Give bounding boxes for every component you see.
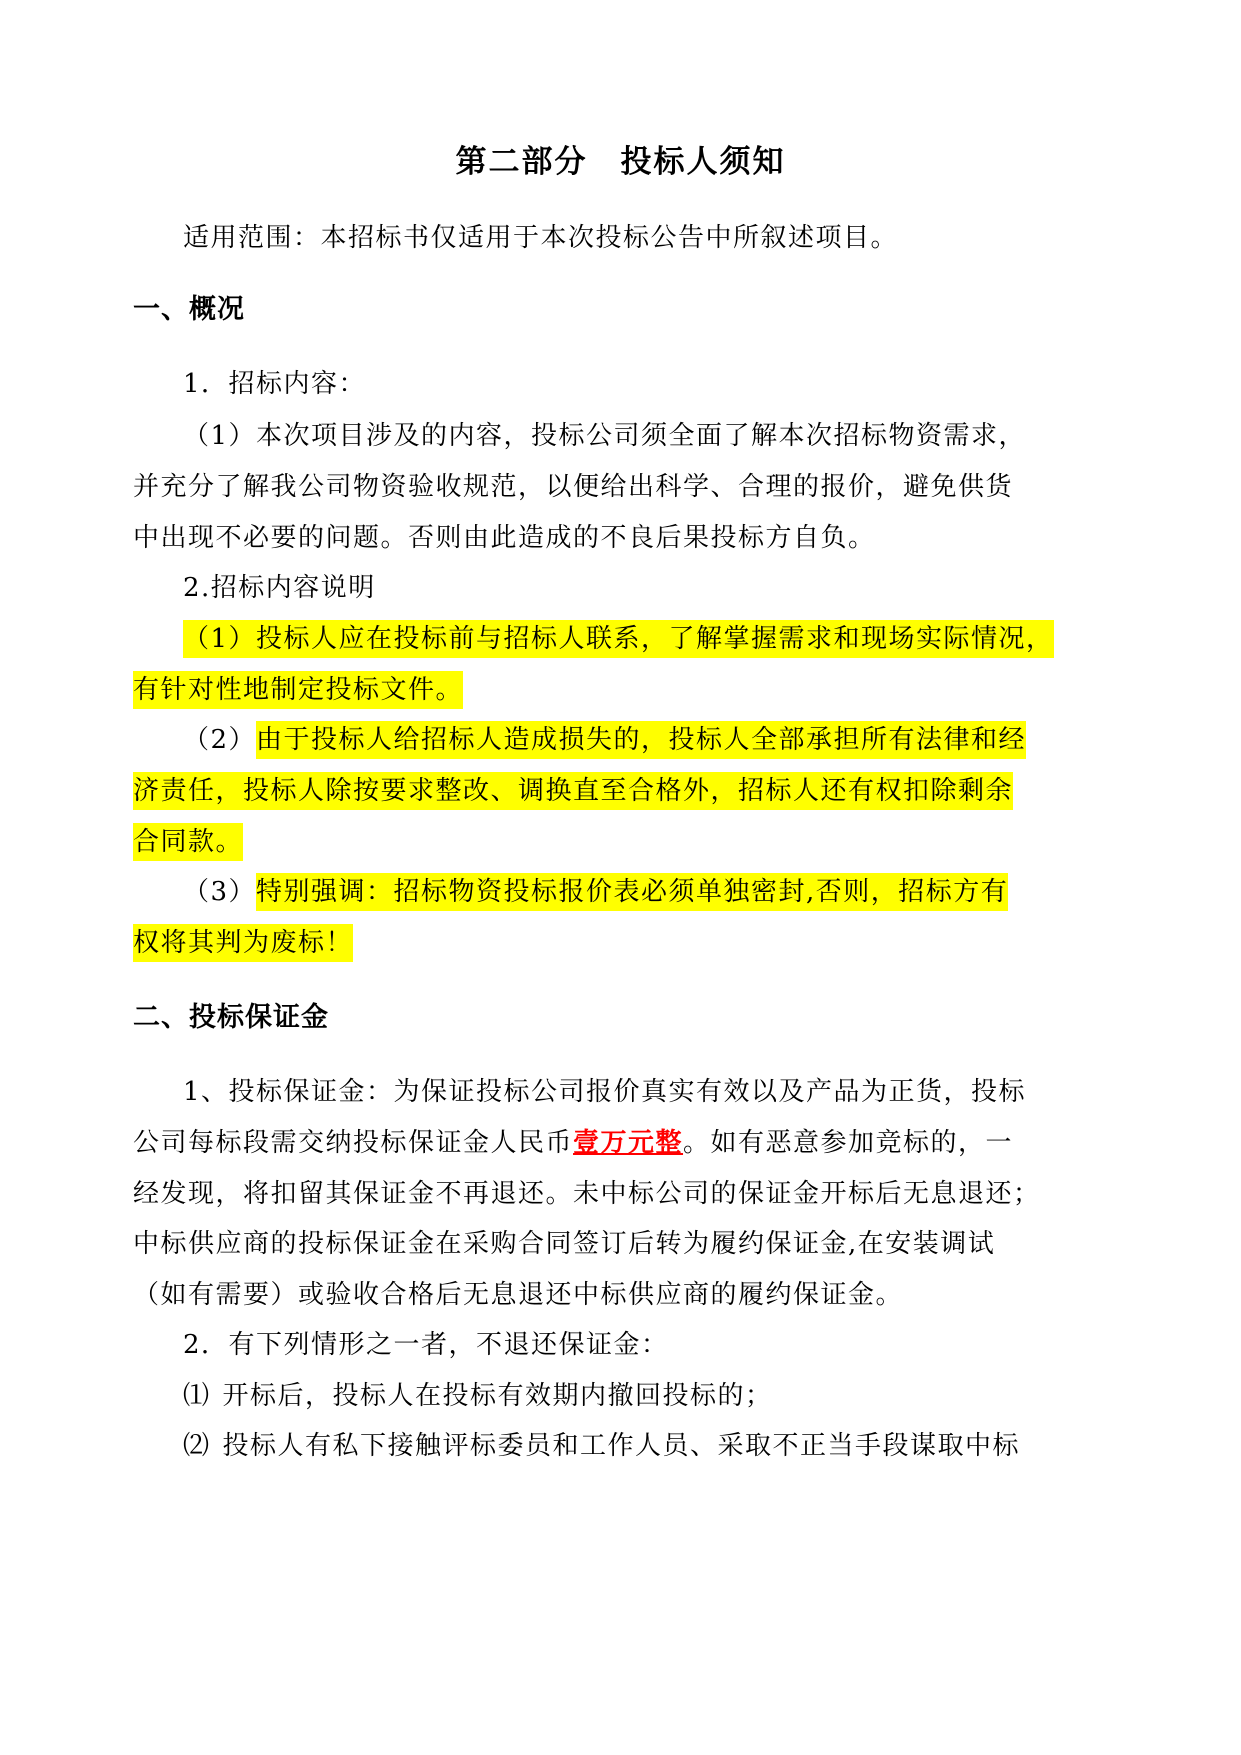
- note-2-line-2: [133, 773, 1013, 809]
- deposit-text: 公司每标段需交纳投标保证金人民币: [133, 1128, 574, 1158]
- deposit-paragraph-line-2: [133, 1125, 1013, 1161]
- highlight: 由于投标人给招标人造成损失的，投标人全部承担所有法律和经: [256, 721, 1026, 759]
- page-title: 第二部分 投标人须知: [455, 144, 786, 180]
- highlight: 合同款。: [133, 823, 243, 861]
- note-3-number: （3）: [183, 877, 257, 907]
- list-item: [183, 1428, 1020, 1464]
- highlight: 特别强调：招标物资投标报价表必须单独密封,否则，招标方有: [256, 873, 1008, 911]
- note-1-line-1: [183, 621, 1054, 657]
- highlight: 权将其判为废标！: [133, 924, 353, 962]
- scope-statement: 适用范围：本招标书仅适用于本次投标公告中所叙述项目。: [183, 223, 899, 253]
- highlight: 有针对性地制定投标文件。: [133, 671, 463, 709]
- note-3-line-2: [133, 925, 353, 961]
- note-2-line-3: [133, 824, 243, 860]
- note-2-line-1: [183, 722, 1026, 758]
- item-1-title: 1．招标内容：: [183, 369, 367, 399]
- item-1-paragraph-line-3: 中出现不必要的问题。否则由此造成的不良后果投标方自负。: [133, 523, 876, 553]
- list-text: 投标人有私下接触评标委员和工作人员、采取不正当手段谋取中标: [222, 1431, 1021, 1461]
- item-1-paragraph-line-1: （1）本次项目涉及的内容，投标公司须全面了解本次招标物资需求，: [183, 421, 1027, 451]
- list-item: [183, 1378, 773, 1414]
- section-2-heading: 二、投标保证金: [133, 1002, 329, 1033]
- highlight: 济责任，投标人除按要求整改、调换直至合格外，招标人还有权扣除剩余: [133, 772, 1013, 810]
- list-text: 开标后，投标人在投标有效期内撤回投标的；: [222, 1381, 773, 1411]
- deposit-paragraph-line-1: 1、投标保证金：为保证投标公司报价真实有效以及产品为正货，投标: [183, 1077, 1027, 1107]
- deposit-paragraph-line-4: 中标供应商的投标保证金在采购合同签订后转为履约保证金,在安装调试: [133, 1229, 996, 1259]
- deposit-amount: 壹万元整: [573, 1128, 684, 1158]
- item-2-title: 2.招标内容说明: [183, 573, 376, 603]
- list-number: ⑴: [183, 1381, 211, 1411]
- note-1-line-2: [133, 672, 463, 708]
- list-number: ⑵: [183, 1431, 211, 1461]
- note-3-line-1: [183, 874, 1008, 910]
- deposit-paragraph-line-5: （如有需要）或验收合格后无息退还中标供应商的履约保证金。: [133, 1280, 904, 1310]
- highlight: （1）投标人应在投标前与招标人联系，了解掌握需求和现场实际情况，: [183, 620, 1054, 658]
- item-1-paragraph-line-2: 并充分了解我公司物资验收规范，以便给出科学、合理的报价，避免供货: [133, 472, 1014, 502]
- section-1-heading: 一、概况: [133, 294, 245, 325]
- note-2-number: （2）: [183, 725, 257, 755]
- non-refund-intro: 2．有下列情形之一者，不退还保证金：: [183, 1330, 669, 1360]
- deposit-paragraph-line-3: 经发现，将扣留其保证金不再退还。未中标公司的保证金开标后无息退还；: [133, 1179, 1041, 1209]
- deposit-text: 。如有恶意参加竞标的，一: [683, 1128, 1014, 1158]
